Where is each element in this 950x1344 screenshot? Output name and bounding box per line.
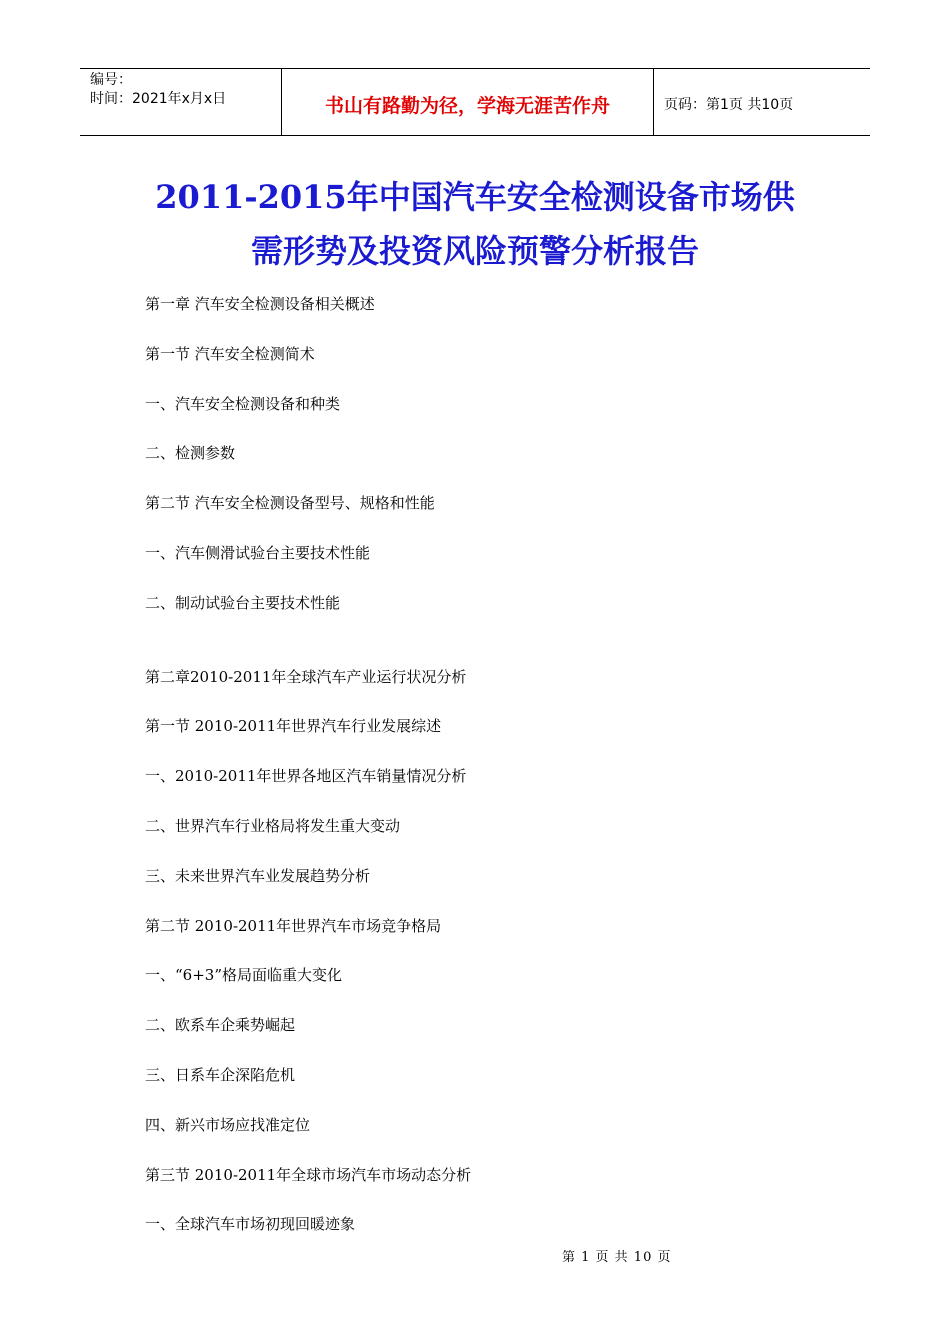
- toc-item: 四、新兴市场应找准定位: [145, 1115, 311, 1134]
- title-line-1: 2011-2015年中国汽车安全检测设备市场供: [155, 178, 795, 216]
- header-page-info: 页码：第1页 共10页: [664, 97, 794, 113]
- title-line-2: 需形势及投资风险预警分析报告: [250, 232, 699, 270]
- document-title: [60, 170, 890, 278]
- toc-item: 二、世界汽车行业格局将发生重大变动: [145, 816, 401, 835]
- number-label: 编号：: [90, 72, 132, 88]
- toc-item: 一、汽车侧滑试验台主要技术性能: [145, 543, 371, 562]
- time-label: 时间：2021年x月x日: [90, 91, 227, 107]
- toc-item: 第二章2010-2011年全球汽车产业运行状况分析: [145, 667, 467, 686]
- toc-item: 三、日系车企深陷危机: [145, 1065, 296, 1084]
- header-meta: [80, 69, 282, 135]
- toc-item: 第二节 汽车安全检测设备型号、规格和性能: [145, 494, 435, 513]
- header-motto: 书山有路勤为径，学海无涯苦作舟: [282, 69, 654, 135]
- toc-item: 第一节 2010-2011年世界汽车行业发展综述: [145, 717, 442, 736]
- toc-item: 一、“6+3”格局面临重大变化: [145, 966, 342, 985]
- toc-item: 二、制动试验台主要技术性能: [145, 593, 341, 612]
- page-footer: 第 1 页 共 10 页: [562, 1250, 672, 1265]
- table-of-contents: [145, 292, 845, 1262]
- toc-item: 第二节 2010-2011年世界汽车市场竞争格局: [145, 916, 442, 935]
- toc-item: 第一节 汽车安全检测简术: [145, 344, 315, 363]
- toc-item: 一、2010-2011年世界各地区汽车销量情况分析: [145, 767, 467, 786]
- toc-item: 二、欧系车企乘势崛起: [145, 1016, 296, 1035]
- toc-item: 一、汽车安全检测设备和种类: [145, 394, 341, 413]
- toc-item: 第三节 2010-2011年全球市场汽车市场动态分析: [145, 1165, 472, 1184]
- toc-item: 一、全球汽车市场初现回暖迹象: [145, 1215, 356, 1234]
- document-header: [80, 68, 870, 136]
- toc-item: 三、未来世界汽车业发展趋势分析: [145, 866, 371, 885]
- toc-item: 第一章 汽车安全检测设备相关概述: [145, 295, 375, 313]
- toc-item: 二、检测参数: [145, 444, 236, 463]
